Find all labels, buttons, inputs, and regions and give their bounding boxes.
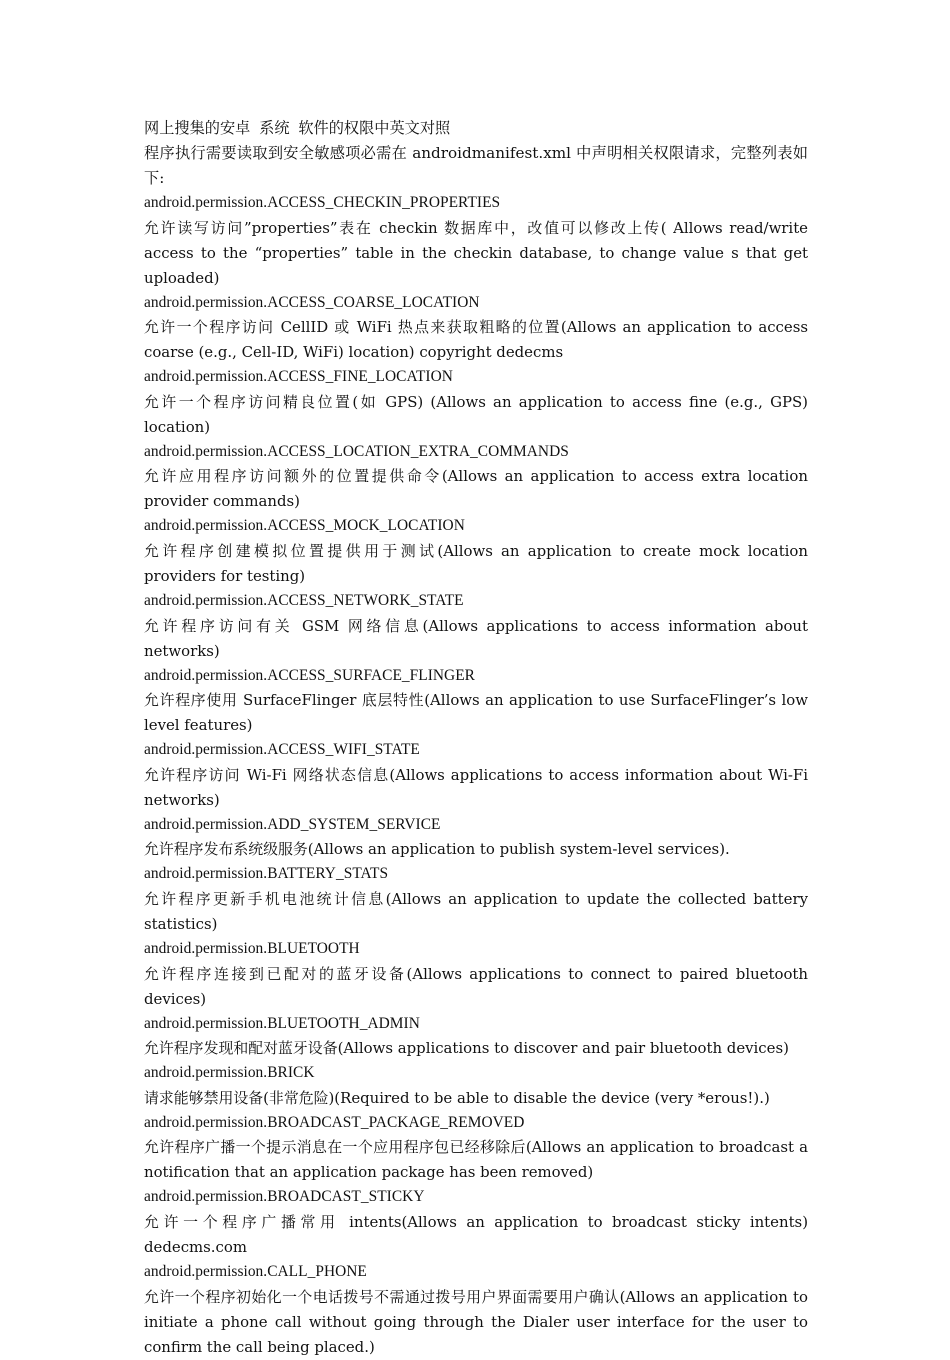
permission-description: 允许程序更新手机电池统计信息(Allows an application to update the collected battery statistics) [144,889,808,933]
document-intro: 程序执行需要读取到安全敏感项必需在 androidmanifest.xml 中声明相关权限请求，完整列表如下: [144,144,808,187]
permission-entry [144,589,808,664]
permission-name: android.permission.BATTERY_STATS [144,865,389,883]
permission-description: 允许一个程序广播常用 intents(Allows an application to broadcast sticky intents) dedecms.com [144,1212,808,1256]
permission-entry [144,1185,808,1260]
permission-entry [144,191,808,291]
permission-name: android.permission.ACCESS_LOCATION_EXTRA_COMMANDS [144,442,569,460]
permission-entry [144,1012,808,1062]
permission-entry [144,813,808,863]
permission-description: 允许程序使用 SurfaceFlinger 底层特性(Allows an application to use SurfaceFlinger’s low level features) [144,691,808,735]
permission-entry [144,738,808,813]
permission-entry [144,1061,808,1111]
permission-description: 允许程序访问有关 GSM 网络信息(Allows applications to access information about networks) [144,616,808,660]
permission-name: android.permission.ADD_SYSTEM_SERVICE [144,815,441,833]
permission-list [144,191,808,1360]
permission-name: android.permission.BLUETOOTH_ADMIN [144,1014,420,1032]
permission-description: 请求能够禁用设备(非常危险)(Required to be able to disable the device (very *erous!).) [144,1088,770,1107]
permission-entry [144,291,808,366]
document-page [144,116,808,1360]
document-title: 网上搜集的安卓 系统 软件的权限中英文对照 [144,119,451,137]
permission-name: android.permission.ACCESS_FINE_LOCATION [144,368,453,386]
permission-entry [144,1260,808,1360]
permission-entry [144,664,808,739]
permission-entry [144,937,808,1012]
permission-description: 允许程序连接到已配对的蓝牙设备(Allows applications to connect to paired bluetooth devices) [144,964,808,1008]
permission-entry [144,514,808,589]
permission-entry [144,862,808,937]
permission-name: android.permission.BROADCAST_STICKY [144,1188,425,1206]
permission-name: android.permission.ACCESS_SURFACE_FLINGER [144,666,475,684]
permission-name: android.permission.ACCESS_NETWORK_STATE [144,591,464,609]
permission-name: android.permission.ACCESS_CHECKIN_PROPERTIES [144,194,501,211]
permission-description: 允许程序发现和配对蓝牙设备(Allows applications to discover and pair bluetooth devices) [144,1039,789,1058]
permission-description: 允许程序广播一个提示消息在一个应用程序包已经移除后(Allows an application to broadcast a notification that an application package has been removed) [144,1138,808,1182]
permission-description: 允许一个程序访问 CellID 或 WiFi 热点来获取粗略的位置(Allows an application to access coarse (e.g., Cell-ID, WiFi) location) copyright dedecms [144,318,808,362]
permission-name: android.permission.BRICK [144,1064,315,1082]
permission-name: android.permission.BROADCAST_PACKAGE_REMOVED [144,1113,525,1131]
permission-entry [144,365,808,440]
permission-description: 允许程序发布系统级服务(Allows an application to publish system-level services). [144,840,730,859]
permission-description: 允许一个程序访问精良位置(如 GPS) (Allows an application to access fine (e.g., GPS) location) [144,392,808,436]
permission-description: 允许程序访问 Wi-Fi 网络状态信息(Allows applications to access information about Wi-Fi networks) [144,765,808,809]
permission-name: android.permission.ACCESS_WIFI_STATE [144,741,420,759]
permission-name: android.permission.CALL_PHONE [144,1262,367,1280]
permission-name: android.permission.ACCESS_MOCK_LOCATION [144,517,465,535]
permission-entry [144,440,808,515]
permission-description: 允许读写访问”properties”表在 checkin 数据库中，改值可以修改上传( Allows read/write access to the “properties” table in the checkin database, to change value s that get uploaded) [144,218,808,287]
permission-entry [144,1111,808,1186]
permission-name: android.permission.BLUETOOTH [144,939,360,957]
permission-description: 允许程序创建模拟位置提供用于测试(Allows an application to create mock location providers for testing) [144,541,808,585]
permission-name: android.permission.ACCESS_COARSE_LOCATION [144,293,480,311]
permission-description: 允许应用程序访问额外的位置提供命令(Allows an application to access extra location provider commands) [144,467,808,511]
permission-description: 允许一个程序初始化一个电话拨号不需通过拨号用户界面需要用户确认(Allows an application to initiate a phone call without going through the Dialer user interface for the user to confirm the call being placed.) [144,1287,808,1356]
